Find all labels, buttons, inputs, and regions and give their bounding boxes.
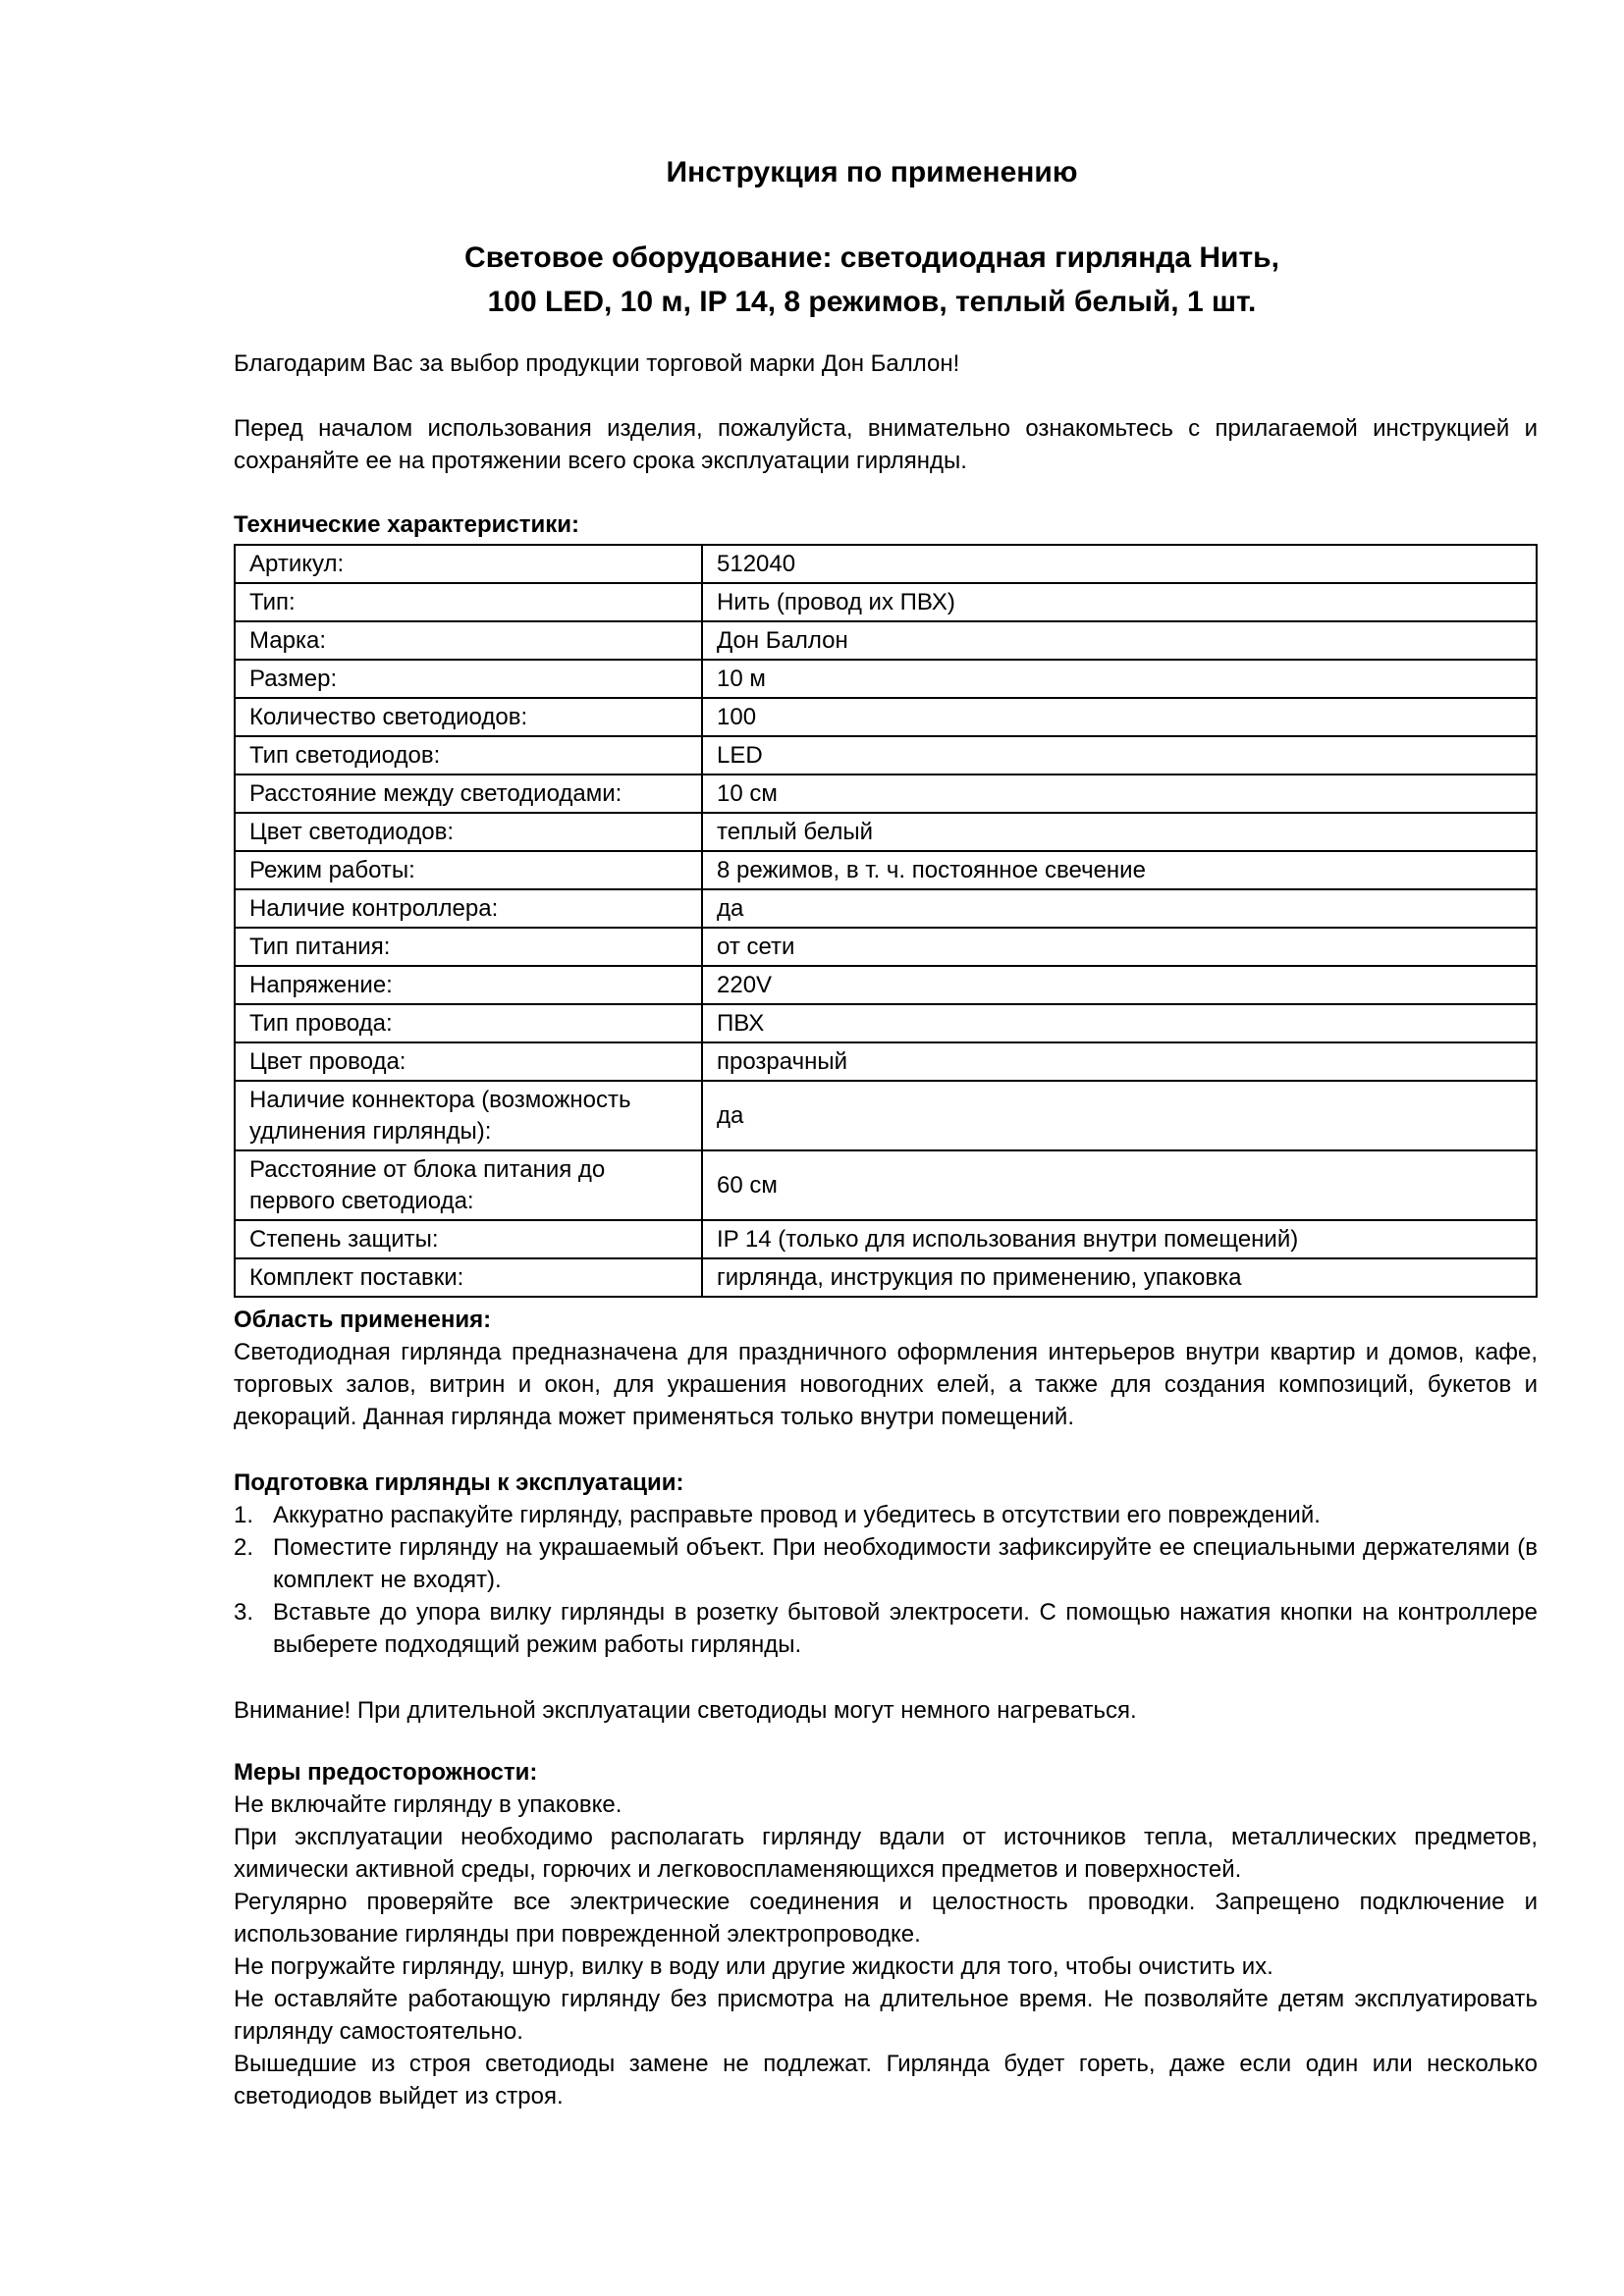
specs-row [235, 621, 1537, 660]
list-item: Вышедшие из строя светодиоды замене не подлежат. Гирлянда будет гореть, даже если один или несколько светодиодов выйдет из строя. [234, 2051, 1538, 2109]
specs-heading: Технические характеристики: [234, 511, 580, 538]
preparation-steps [234, 1499, 1538, 1661]
spec-key: Наличие коннектора (возможность удлинения гирлянды): [235, 1081, 702, 1150]
spec-value: гирлянда, инструкция по применению, упаковка [702, 1258, 1537, 1297]
specs-row [235, 889, 1537, 928]
specs-row [235, 736, 1537, 774]
spec-value: LED [702, 736, 1537, 774]
document-title: Инструкция по применению [666, 156, 1078, 188]
list-item [234, 1499, 1538, 1531]
specs-row [235, 774, 1537, 813]
precautions-heading: Меры предосторожности: [234, 1759, 538, 1786]
spec-value: 220V [702, 966, 1537, 1004]
spec-key: Тип: [235, 583, 702, 621]
list-item [234, 1596, 1538, 1661]
specs-row [235, 1081, 1537, 1150]
spec-value: 10 м [702, 660, 1537, 698]
specs-row [235, 583, 1537, 621]
specs-row [235, 1150, 1537, 1220]
spec-value: 60 см [702, 1150, 1537, 1220]
list-item [234, 1531, 1538, 1596]
spec-key: Напряжение: [235, 966, 702, 1004]
spec-key: Размер: [235, 660, 702, 698]
spec-value: прозрачный [702, 1042, 1537, 1081]
step-text: Аккуратно распакуйте гирлянду, расправьте провод и убедитесь в отсутствии его повреждений. [273, 1502, 1321, 1528]
preparation-heading: Подготовка гирлянды к эксплуатации: [234, 1469, 684, 1496]
specs-row [235, 928, 1537, 966]
spec-value: да [702, 889, 1537, 928]
specs-row [235, 966, 1537, 1004]
spec-key: Расстояние между светодиодами: [235, 774, 702, 813]
list-item: Не погружайте гирлянду, шнур, вилку в воду или другие жидкости для того, чтобы очистить их. [234, 1953, 1273, 1980]
product-title-line-2: 100 LED, 10 м, IP 14, 8 режимов, теплый белый, 1 шт. [487, 286, 1257, 318]
application-text: Светодиодная гирлянда предназначена для праздничного оформления интерьеров внутри квартир и домов, кафе, торговых залов, витрин и окон, для украшения новогодних елей, а также для создания композиций, букетов и декораций. Данная гирлянда может применяться только внутри помещений. [234, 1339, 1538, 1430]
list-item: Не включайте гирлянду в упаковке. [234, 1791, 623, 1818]
step-number: 2. [234, 1534, 254, 1561]
spec-key: Количество светодиодов: [235, 698, 702, 736]
step-text: Поместите гирлянду на украшаемый объект. При необходимости зафиксируйте ее специальными держателями (в комплект не входят). [273, 1534, 1538, 1593]
list-item: При эксплуатации необходимо располагать гирлянду вдали от источников тепла, металлических предметов, химически активной среды, горючих и легковоспламеняющихся предметов и поверхностей. [234, 1824, 1538, 1883]
product-title [234, 236, 1510, 324]
spec-key: Расстояние от блока питания до первого светодиода: [235, 1150, 702, 1220]
thanks-text: Благодарим Вас за выбор продукции торговой марки Дон Баллон! [234, 350, 960, 377]
spec-value: теплый белый [702, 813, 1537, 851]
spec-key: Тип светодиодов: [235, 736, 702, 774]
spec-key: Цвет провода: [235, 1042, 702, 1081]
before-use-text: Перед началом использования изделия, пожалуйста, внимательно ознакомьтесь с прилагаемой инструкцией и сохраняйте ее на протяжении всего срока эксплуатации гирлянды. [234, 415, 1538, 474]
spec-key: Артикул: [235, 545, 702, 583]
specs-row [235, 698, 1537, 736]
spec-value: 100 [702, 698, 1537, 736]
specs-row [235, 545, 1537, 583]
list-item: Не оставляйте работающую гирлянду без присмотра на длительное время. Не позволяйте детям эксплуатировать гирлянду самостоятельно. [234, 1986, 1538, 2045]
spec-value: 8 режимов, в т. ч. постоянное свечение [702, 851, 1537, 889]
spec-key: Степень защиты: [235, 1220, 702, 1258]
specs-row [235, 851, 1537, 889]
spec-key: Тип питания: [235, 928, 702, 966]
spec-value: Нить (провод их ПВХ) [702, 583, 1537, 621]
spec-key: Тип провода: [235, 1004, 702, 1042]
product-title-line-1: Световое оборудование: светодиодная гирлянда Нить, [464, 241, 1279, 274]
specs-row [235, 1258, 1537, 1297]
spec-value: от сети [702, 928, 1537, 966]
specs-row [235, 1220, 1537, 1258]
spec-value: Дон Баллон [702, 621, 1537, 660]
step-number: 1. [234, 1502, 254, 1528]
spec-value: 10 см [702, 774, 1537, 813]
spec-key: Цвет светодиодов: [235, 813, 702, 851]
application-heading: Область применения: [234, 1307, 492, 1333]
step-text: Вставьте до упора вилку гирлянды в розетку бытовой электросети. С помощью нажатия кнопки на контроллере выберете подходящий режим работы гирлянды. [273, 1599, 1538, 1658]
spec-value: да [702, 1081, 1537, 1150]
heat-warning-text: Внимание! При длительной эксплуатации светодиоды могут немного нагреваться. [234, 1697, 1137, 1724]
specs-row [235, 1004, 1537, 1042]
step-number: 3. [234, 1599, 254, 1626]
specs-row [235, 1042, 1537, 1081]
spec-value: 512040 [702, 545, 1537, 583]
precautions-list [234, 1789, 1538, 2112]
spec-value: IP 14 (только для использования внутри помещений) [702, 1220, 1537, 1258]
spec-value: ПВХ [702, 1004, 1537, 1042]
specs-table [234, 544, 1538, 1298]
spec-key: Марка: [235, 621, 702, 660]
specs-row [235, 660, 1537, 698]
spec-key: Режим работы: [235, 851, 702, 889]
list-item: Регулярно проверяйте все электрические соединения и целостность проводки. Запрещено подключение и использование гирлянды при поврежденной электропроводке. [234, 1889, 1538, 1948]
specs-row [235, 813, 1537, 851]
spec-key: Наличие контроллера: [235, 889, 702, 928]
spec-key: Комплект поставки: [235, 1258, 702, 1297]
